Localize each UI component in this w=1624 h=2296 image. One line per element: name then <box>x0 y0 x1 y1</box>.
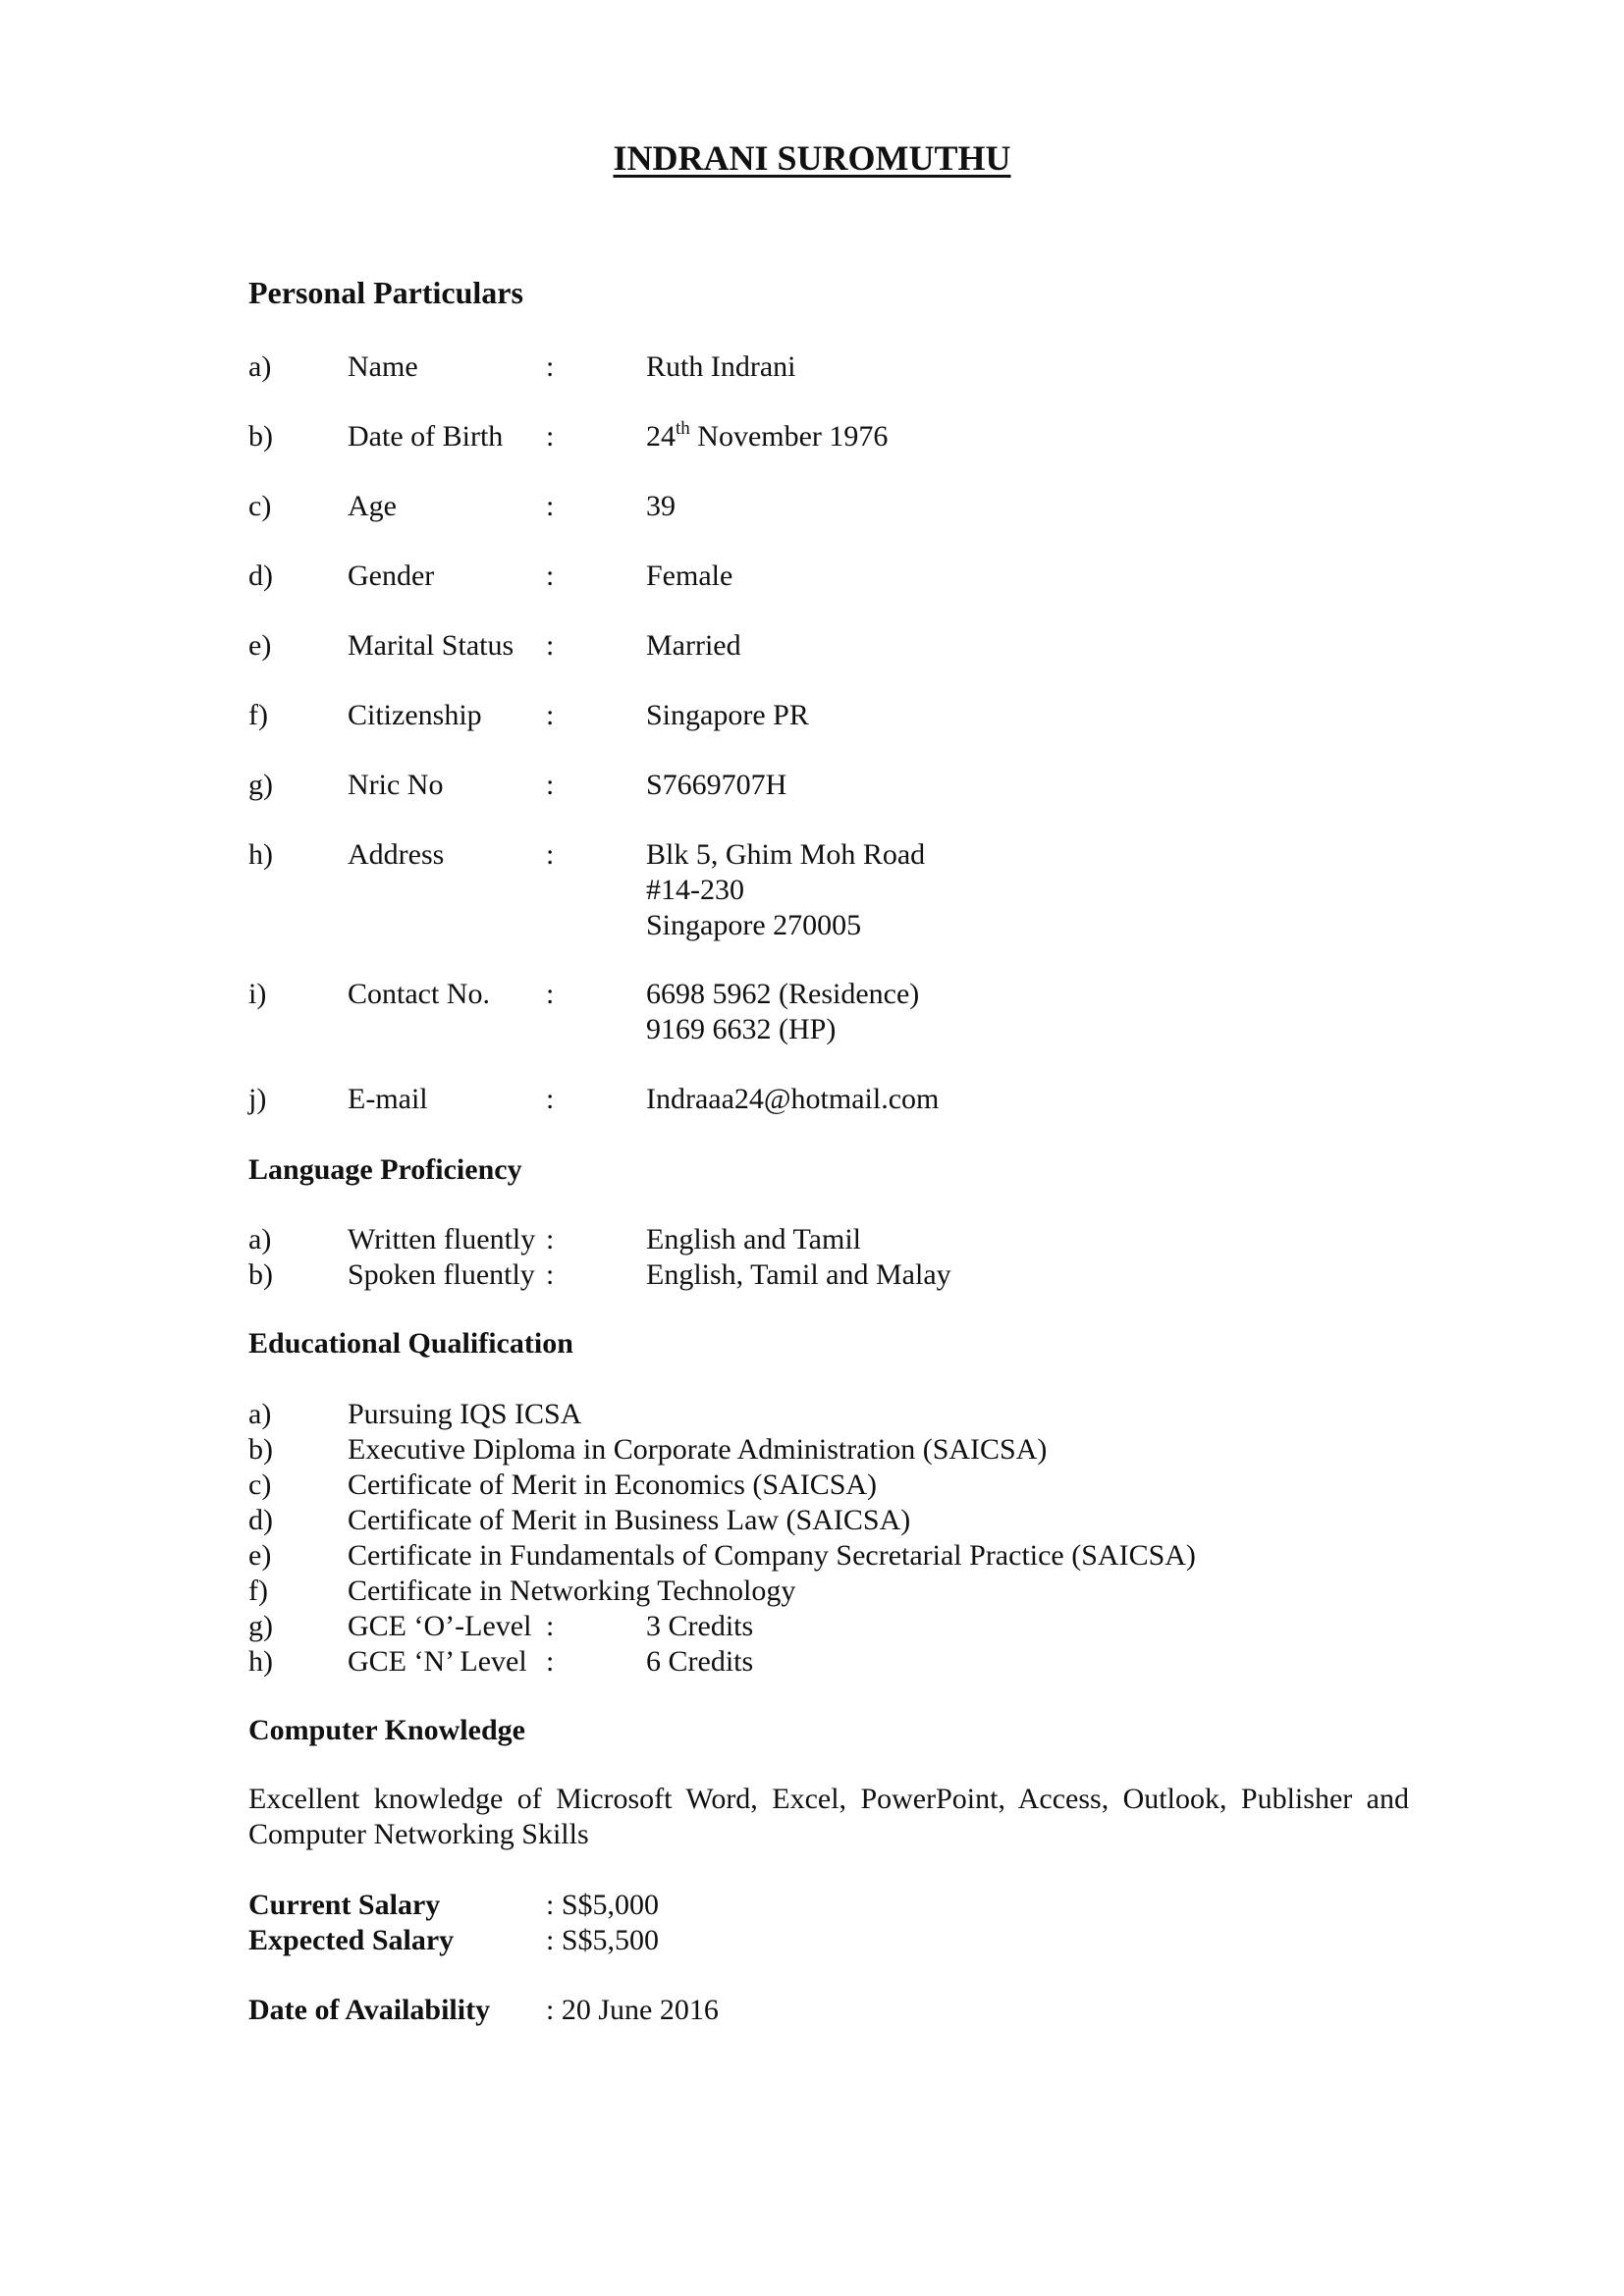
dob-rest: November 1976 <box>689 420 889 453</box>
current-salary-label: Current Salary <box>248 1889 441 1921</box>
personal-row-marital <box>0 628 1624 667</box>
row-value: English, Tamil and Malay <box>646 1258 951 1291</box>
row-colon: : <box>546 490 555 522</box>
row-value: Singapore PR <box>646 699 809 731</box>
availability-value: : 20 June 2016 <box>546 1994 719 2026</box>
computer-paragraph: Excellent knowledge of Microsoft Word, Excel, PowerPoint, Access, Outlook, Publisher and Computer Networking Skills <box>248 1783 1409 1850</box>
personal-row-age <box>0 489 1624 528</box>
row-label: Contact No. <box>348 978 490 1010</box>
row-value <box>646 419 888 454</box>
row-letter: c) <box>248 1468 272 1501</box>
row-label: Written fluently <box>348 1223 536 1255</box>
row-value: Female <box>646 560 733 592</box>
row-letter: e) <box>248 1539 272 1572</box>
row-letter: c) <box>248 490 272 522</box>
row-colon: : <box>546 1223 555 1255</box>
personal-row-contact <box>0 977 1624 1051</box>
row-letter: h) <box>248 1645 273 1678</box>
email-value: Indraaa24@hotmail.com <box>646 1083 940 1115</box>
row-label: Spoken fluently <box>348 1258 535 1291</box>
row-letter: g) <box>248 1610 273 1642</box>
address-line: Singapore 270005 <box>646 909 862 941</box>
row-label: Marital Status <box>348 629 514 662</box>
row-letter: i) <box>248 978 267 1010</box>
address-line: Blk 5, Ghim Moh Road <box>646 838 926 871</box>
contact-line: 6698 5962 (Residence) <box>646 978 920 1010</box>
row-label: GCE ‘O’-Level <box>348 1610 532 1642</box>
row-colon: : <box>546 350 555 383</box>
row-colon: : <box>546 560 555 592</box>
row-letter: g) <box>248 769 273 801</box>
row-value: Married <box>646 629 741 662</box>
language-heading: Language Proficiency <box>248 1153 522 1186</box>
availability-label: Date of Availability <box>248 1994 491 2026</box>
current-salary-row <box>0 1888 1624 1927</box>
current-salary-value: : S$5,000 <box>546 1889 660 1921</box>
education-item <box>0 1503 1624 1542</box>
row-value: 3 Credits <box>646 1610 754 1642</box>
row-colon: : <box>546 1083 555 1115</box>
education-text: Certificate of Merit in Business Law (SAICSA) <box>348 1504 911 1536</box>
education-item <box>0 1574 1624 1613</box>
row-label: Date of Birth <box>348 420 504 453</box>
row-value: 39 <box>646 490 676 522</box>
row-label: E-mail <box>348 1083 428 1115</box>
personal-row-name <box>0 349 1624 389</box>
row-letter: a) <box>248 1223 272 1255</box>
contact-line: 9169 6632 (HP) <box>646 1013 837 1045</box>
row-colon: : <box>546 838 555 871</box>
personal-row-citizenship <box>0 698 1624 737</box>
row-colon: : <box>546 629 555 662</box>
row-letter: a) <box>248 1398 272 1430</box>
row-letter: d) <box>248 560 273 592</box>
row-letter: d) <box>248 1504 273 1536</box>
computer-heading: Computer Knowledge <box>248 1714 525 1746</box>
expected-salary-row <box>0 1923 1624 1962</box>
personal-row-dob <box>0 419 1624 458</box>
availability-row <box>0 1993 1624 2032</box>
education-item <box>0 1644 1624 1683</box>
row-value: English and Tamil <box>646 1223 861 1255</box>
row-letter: e) <box>248 629 272 662</box>
row-colon: : <box>546 420 555 453</box>
row-colon: : <box>546 1645 555 1678</box>
row-label: Gender <box>348 560 435 592</box>
row-label: Name <box>348 350 418 383</box>
personal-row-gender <box>0 559 1624 598</box>
row-colon: : <box>546 1610 555 1642</box>
row-label: Age <box>348 490 397 522</box>
personal-row-email <box>0 1082 1624 1121</box>
row-colon: : <box>546 978 555 1010</box>
page-title: INDRANI SUROMUTHU <box>613 138 1011 178</box>
row-label: GCE ‘N’ Level <box>348 1645 527 1678</box>
row-letter: h) <box>248 838 273 871</box>
dob-suffix: th <box>676 418 690 439</box>
row-letter: a) <box>248 350 272 383</box>
education-item <box>0 1468 1624 1507</box>
education-heading: Educational Qualification <box>248 1327 573 1360</box>
row-colon: : <box>546 769 555 801</box>
personal-row-address <box>0 837 1624 945</box>
row-letter: j) <box>248 1083 267 1115</box>
row-letter: b) <box>248 420 273 453</box>
row-label: Address <box>348 838 445 871</box>
dob-day: 24 <box>646 420 676 453</box>
expected-salary-value: : S$5,500 <box>546 1924 660 1956</box>
language-row-spoken <box>0 1257 1624 1297</box>
education-text: Certificate of Merit in Economics (SAICSA) <box>348 1468 878 1501</box>
row-colon: : <box>546 699 555 731</box>
row-label: Citizenship <box>348 699 482 731</box>
education-item <box>0 1432 1624 1471</box>
education-item <box>0 1397 1624 1436</box>
personal-heading: Personal Particulars <box>248 275 523 310</box>
row-value-multiline <box>646 977 919 1047</box>
row-value: 6 Credits <box>646 1645 754 1678</box>
row-label: Nric No <box>348 769 444 801</box>
education-item <box>0 1538 1624 1577</box>
expected-salary-label: Expected Salary <box>248 1924 455 1956</box>
row-letter: f) <box>248 1575 268 1607</box>
row-letter: f) <box>248 699 268 731</box>
row-letter: b) <box>248 1258 273 1291</box>
row-value: Ruth Indrani <box>646 350 796 383</box>
education-text: Certificate in Networking Technology <box>348 1575 796 1607</box>
address-line: #14-230 <box>646 874 744 906</box>
education-text: Pursuing IQS ICSA <box>348 1398 582 1430</box>
personal-row-nric <box>0 768 1624 807</box>
education-text: Certificate in Fundamentals of Company Secretarial Practice (SAICSA) <box>348 1539 1196 1572</box>
education-item <box>0 1609 1624 1648</box>
row-value: S7669707H <box>646 769 787 801</box>
education-text: Executive Diploma in Corporate Administration (SAICSA) <box>348 1433 1048 1466</box>
row-colon: : <box>546 1258 555 1291</box>
row-letter: b) <box>248 1433 273 1466</box>
language-row-written <box>0 1222 1624 1261</box>
row-value-multiline <box>646 837 925 943</box>
